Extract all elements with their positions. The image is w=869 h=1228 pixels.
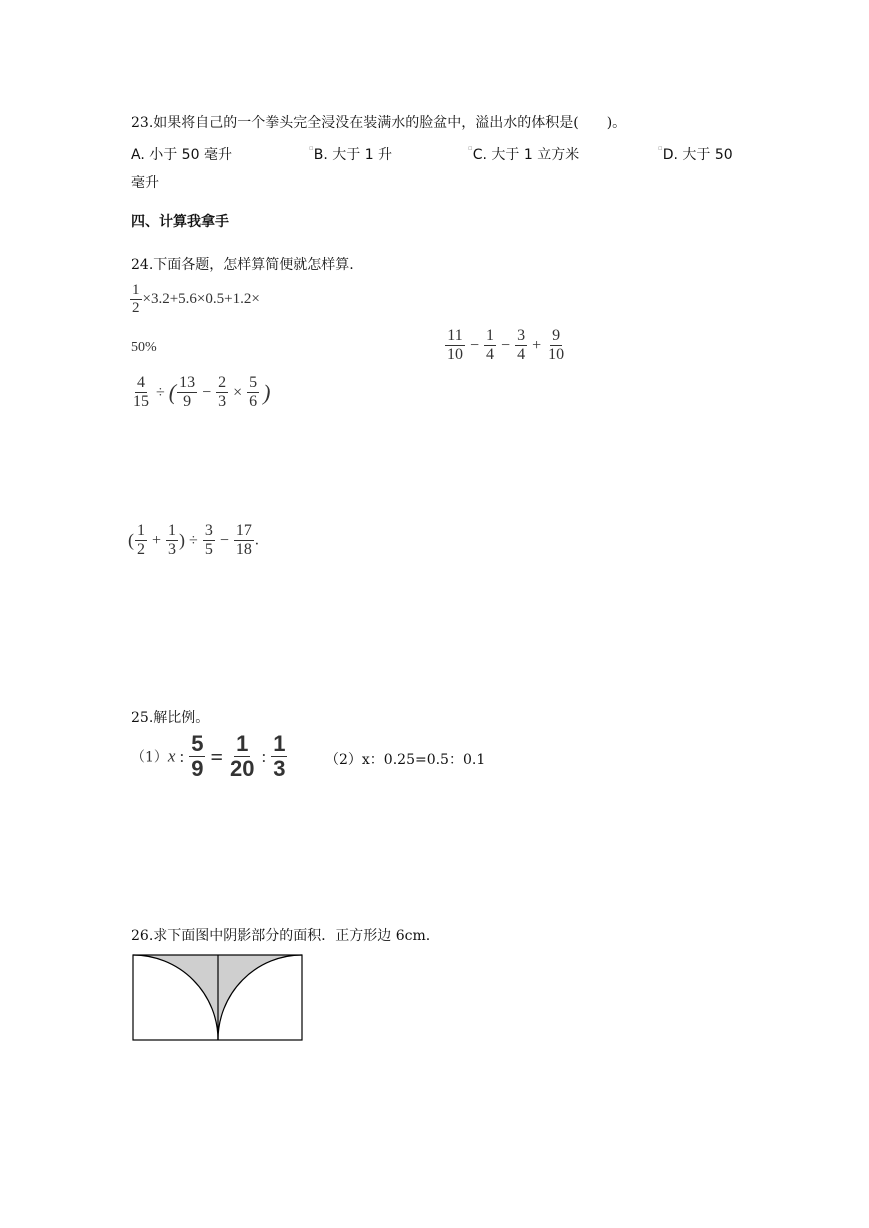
fraction: $\frac{1}{2}$ (132, 282, 140, 316)
q24-expr3: $\frac{4}{15}$ ÷ ( $\frac{13}{9}$ − $\frac{2}{3}$ × $\frac{5}{6}$ ) (133, 374, 271, 410)
q25-part1: （1）x : $\frac{5}{9}$ = $\frac{1}{20}$ : $\frac{1}{3}$ (131, 731, 286, 781)
q23-option-d (658, 144, 733, 164)
anchor-marker-icon: ▫ (468, 144, 473, 152)
q24-expr4: ( $\frac{1}{2}$ + $\frac{1}{3}$ ) ÷ $\frac{3}{5}$ − $\frac{17}{18}$ . (128, 522, 259, 558)
q25-stem: 25.解比例。 (131, 710, 210, 726)
q23-option-b (309, 144, 392, 164)
q23-option-c (468, 144, 579, 164)
q23-stem: 23.如果将自己的一个拳头完全浸没在装满水的脸盆中，溢出水的体积是( )。 (131, 115, 627, 131)
q23-option-c-text: C. 大于 1 立方米 (472, 147, 580, 163)
q23-option-d-text: D. 大于 50 (662, 147, 733, 163)
anchor-marker-icon: ▫ (309, 144, 314, 152)
shaded-region-left (133, 955, 218, 1040)
shaded-region-right (218, 955, 302, 1040)
q23-option-a: A. 小于 50 毫升 (131, 147, 232, 163)
q23-option-b-text: B. 大于 1 升 (313, 147, 393, 163)
q24-stem: 24.下面各题，怎样算简便就怎样算. (131, 257, 354, 273)
q23-option-d-wrap: 毫升 (131, 175, 159, 191)
q24-expr2: $\frac{11}{10}$ − $\frac{1}{4}$ − $\frac{3}{4}$ + $\frac{9}{10}$ (447, 327, 565, 363)
section-heading: 四、计算我拿手 (131, 214, 229, 230)
q24-expr1 (129, 283, 260, 316)
anchor-marker-icon: ▫ (658, 144, 663, 152)
q26-figure (132, 953, 304, 1043)
q26-stem: 26.求下面图中阴影部分的面积．正方形边 6cm. (131, 928, 431, 944)
expr1-rest: ×3.2+5.6×0.5+1.2× (142, 291, 260, 307)
q24-expr1-wrap: 50% (131, 340, 157, 355)
q25-part2: （2）x：0.25=0.5：0.1 (325, 752, 486, 768)
